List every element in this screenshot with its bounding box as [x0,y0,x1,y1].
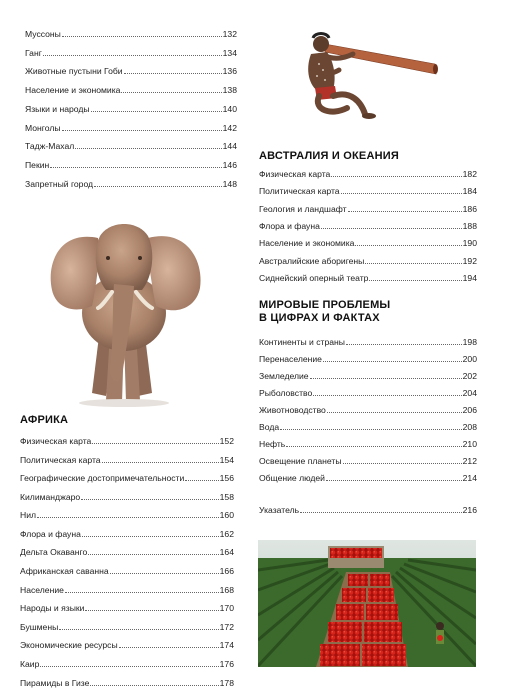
toc-entry-leader [40,666,218,667]
toc-entry[interactable] [25,85,237,95]
toc-entry-leader [82,536,219,537]
toc-entry-title: Указатель [259,505,300,515]
toc-entry-title: Флора и фауна [259,220,320,231]
toc-entry-page: 214 [462,473,477,483]
toc-entry-leader [75,148,221,149]
toc-entry[interactable] [20,473,234,483]
toc-entry-leader [91,111,222,112]
toc-entry[interactable] [20,566,234,576]
toc-entry-leader [313,395,461,396]
toc-entry[interactable] [259,422,477,432]
toc-entry-title: Бушмены [20,621,59,632]
toc-entry-index[interactable] [259,505,477,515]
toc-entry-leader [85,610,218,611]
toc-entry-title: Земледелие [259,371,309,381]
toc-entry-leader [355,245,461,246]
toc-entry-title: Политическая карта [20,454,101,465]
toc-entry-page: 186 [462,203,477,214]
toc-entry-page: 160 [219,510,234,521]
toc-entry-page: 136 [222,66,237,77]
toc-entry-leader [90,685,218,686]
toc-entry-title: Австралийские аборигены [259,255,365,266]
toc-entry-page: 208 [462,422,477,432]
toc-entry-title: Общение людей [259,473,325,483]
toc-entry[interactable] [20,547,234,557]
toc-entry-page: 168 [219,584,234,595]
toc-entry-leader [94,186,222,187]
elephant-illustration [40,208,210,408]
toc-entry-title: Физическая карта [20,436,92,446]
toc-entry-leader [37,517,219,518]
toc-entry-title: Языки и народы [25,103,90,114]
toc-entry-leader [124,73,222,74]
toc-entry-page: 132 [222,29,237,39]
toc-entry-page: 190 [462,238,477,249]
toc-entry-page: 212 [462,456,477,466]
heading-line-1: МИРОВЫЕ ПРОБЛЕМЫ [259,299,391,311]
toc-entry-leader [365,263,461,264]
toc-entry-leader [280,429,462,430]
toc-entry-title: Вода [259,422,280,432]
toc-entry[interactable] [259,354,477,364]
toc-entry-page: 194 [462,272,477,283]
toc-entry[interactable] [20,529,234,539]
toc-entry-title: Население и экономика [25,85,121,96]
toc-entry-title: Рыболовство [259,388,313,398]
toc-entry-leader [88,554,218,555]
section-heading-australia: АВСТРАЛИЯ И ОКЕАНИЯ [259,150,399,162]
toc-entry[interactable] [259,256,477,266]
toc-entry[interactable] [20,678,234,688]
toc-entry-title: Животноводство [259,405,326,415]
toc-entry-title: Освещение планеты [259,456,342,466]
toc-entry-title: Животные пустыни Гоби [25,66,123,77]
toc-entry-title: Монголы [25,122,61,133]
toc-entry[interactable] [259,456,477,466]
toc-entry[interactable] [20,510,234,520]
toc-entry-page: 174 [219,640,234,651]
section-heading-world-problems [259,299,390,325]
toc-entry-title: Нефть [259,439,286,449]
toc-entry-page: 198 [462,337,477,347]
toc-entry-page: 202 [462,371,477,381]
toc-entry-page: 140 [222,103,237,114]
toc-entry-leader [346,344,462,345]
toc-entry-page: 138 [222,85,237,96]
toc-entry-page: 166 [219,566,234,577]
toc-entry-title: Каир [20,658,40,669]
toc-entry-page: 158 [219,491,234,502]
toc-entry-page: 142 [222,122,237,133]
toc-entry-leader [92,443,218,444]
toc-entry-leader [59,629,218,630]
toc-entry-title: Население и экономика [259,238,355,249]
toc-entry-page: 216 [462,505,477,515]
toc-entry-title: Запретный город [25,178,94,189]
didgeridoo-player-illustration [295,30,440,125]
tomato-field-photo [258,540,476,667]
toc-entry[interactable] [259,388,477,398]
toc-entry-leader [50,167,221,168]
toc-entry-page: 182 [462,169,477,179]
toc-entry-title: Дельта Окаванго [20,547,88,558]
toc-entry-title: Экономические ресурсы [20,640,118,651]
toc-entry-leader [326,480,462,481]
toc-entry-leader [43,55,222,56]
toc-entry-title: Африканская саванна [20,566,109,577]
toc-entry-page: 206 [462,405,477,415]
toc-entry-title: Пекин [25,159,50,170]
toc-entry-leader [300,512,462,513]
toc-entry-title: Народы и языки [20,603,85,614]
toc-entry-leader [286,446,461,447]
toc-entry-title: Физическая карта [259,169,331,179]
toc-entry-title: Ганг [25,47,42,58]
toc-entry-page: 176 [219,658,234,669]
section-heading-africa: АФРИКА [20,414,69,426]
toc-entry-page: 144 [222,141,237,152]
toc-entry-title: Население [20,584,64,595]
toc-entry[interactable] [25,66,237,76]
toc-entry-title: Перенаселение [259,354,322,364]
toc-entry[interactable] [20,622,234,632]
toc-entry[interactable] [259,273,477,283]
toc-entry-page: 172 [219,621,234,632]
toc-entry-leader [331,176,461,177]
toc-entry[interactable] [25,141,237,151]
toc-entry-leader [62,130,222,131]
toc-entry-title: Килиманджаро [20,491,81,502]
toc-entry-page: 152 [219,436,234,446]
toc-entry-page: 134 [222,47,237,58]
heading-line-2: В ЦИФРАХ И ФАКТАХ [259,312,380,324]
toc-entry[interactable] [25,179,237,189]
toc-entry-leader [102,462,219,463]
toc-entry-title: Континенты и страны [259,337,345,347]
toc-entry[interactable] [259,169,477,179]
toc-entry-page: 164 [219,547,234,558]
toc-entry-leader [185,480,218,481]
toc-entry-page: 210 [462,439,477,449]
toc-entry-page: 200 [462,354,477,364]
toc-entry-page: 184 [462,186,477,197]
toc-entry-title: Политическая карта [259,186,340,197]
toc-entry[interactable] [259,337,477,347]
toc-entry[interactable] [25,29,237,39]
toc-entry-title: Муссоны [25,29,61,39]
toc-entry-title: Географические достопримечательности [20,473,185,484]
toc-entry-leader [62,36,222,37]
toc-entry[interactable] [20,640,234,650]
toc-entry-page: 188 [462,220,477,231]
toc-entry[interactable] [20,436,234,446]
toc-entry[interactable] [259,221,477,231]
toc-entry-page: 170 [219,603,234,614]
toc-entry-leader [327,412,462,413]
toc-entry[interactable] [25,48,237,58]
toc-entry-title: Геология и ландшафт [259,203,347,214]
toc-entry-leader [323,361,462,362]
toc-entry[interactable] [25,123,237,133]
toc-entry[interactable] [259,204,477,214]
toc-entry-leader [110,573,219,574]
toc-entry-page: 156 [219,473,234,484]
toc-entry-leader [121,92,221,93]
toc-entry-title: Тадж-Махал [25,141,75,152]
toc-entry-title: Сиднейский оперный театр [259,272,369,283]
toc-entry-leader [65,592,219,593]
toc-entry[interactable] [259,473,477,483]
toc-entry-page: 146 [222,159,237,170]
toc-entry-leader [310,378,462,379]
toc-entry-leader [321,228,462,229]
toc-entry-leader [369,280,461,281]
toc-entry-page: 154 [219,454,234,465]
toc-entry[interactable] [259,371,477,381]
toc-entry[interactable] [25,104,237,114]
toc-entry-page: 148 [222,178,237,189]
toc-entry[interactable] [259,238,477,248]
toc-entry[interactable] [20,603,234,613]
toc-entry-title: Флора и фауна [20,528,81,539]
toc-entry-leader [343,463,462,464]
toc-entry[interactable] [20,585,234,595]
toc-entry-leader [119,647,219,648]
toc-entry[interactable] [20,455,234,465]
toc-entry-page: 162 [219,528,234,539]
toc-entry[interactable] [20,492,234,502]
toc-entry-page: 178 [219,677,234,688]
toc-entry[interactable] [259,186,477,196]
toc-entry-leader [81,499,219,500]
toc-entry[interactable] [20,659,234,669]
toc-entry[interactable] [259,405,477,415]
toc-entry-page: 192 [462,255,477,266]
toc-entry-page: 204 [462,388,477,398]
toc-entry-leader [348,211,462,212]
toc-entry[interactable] [25,160,237,170]
toc-entry-title: Нил [20,510,37,521]
toc-entry-title: Пирамиды в Гизе [20,677,90,688]
toc-entry-leader [341,193,462,194]
toc-entry[interactable] [259,439,477,449]
